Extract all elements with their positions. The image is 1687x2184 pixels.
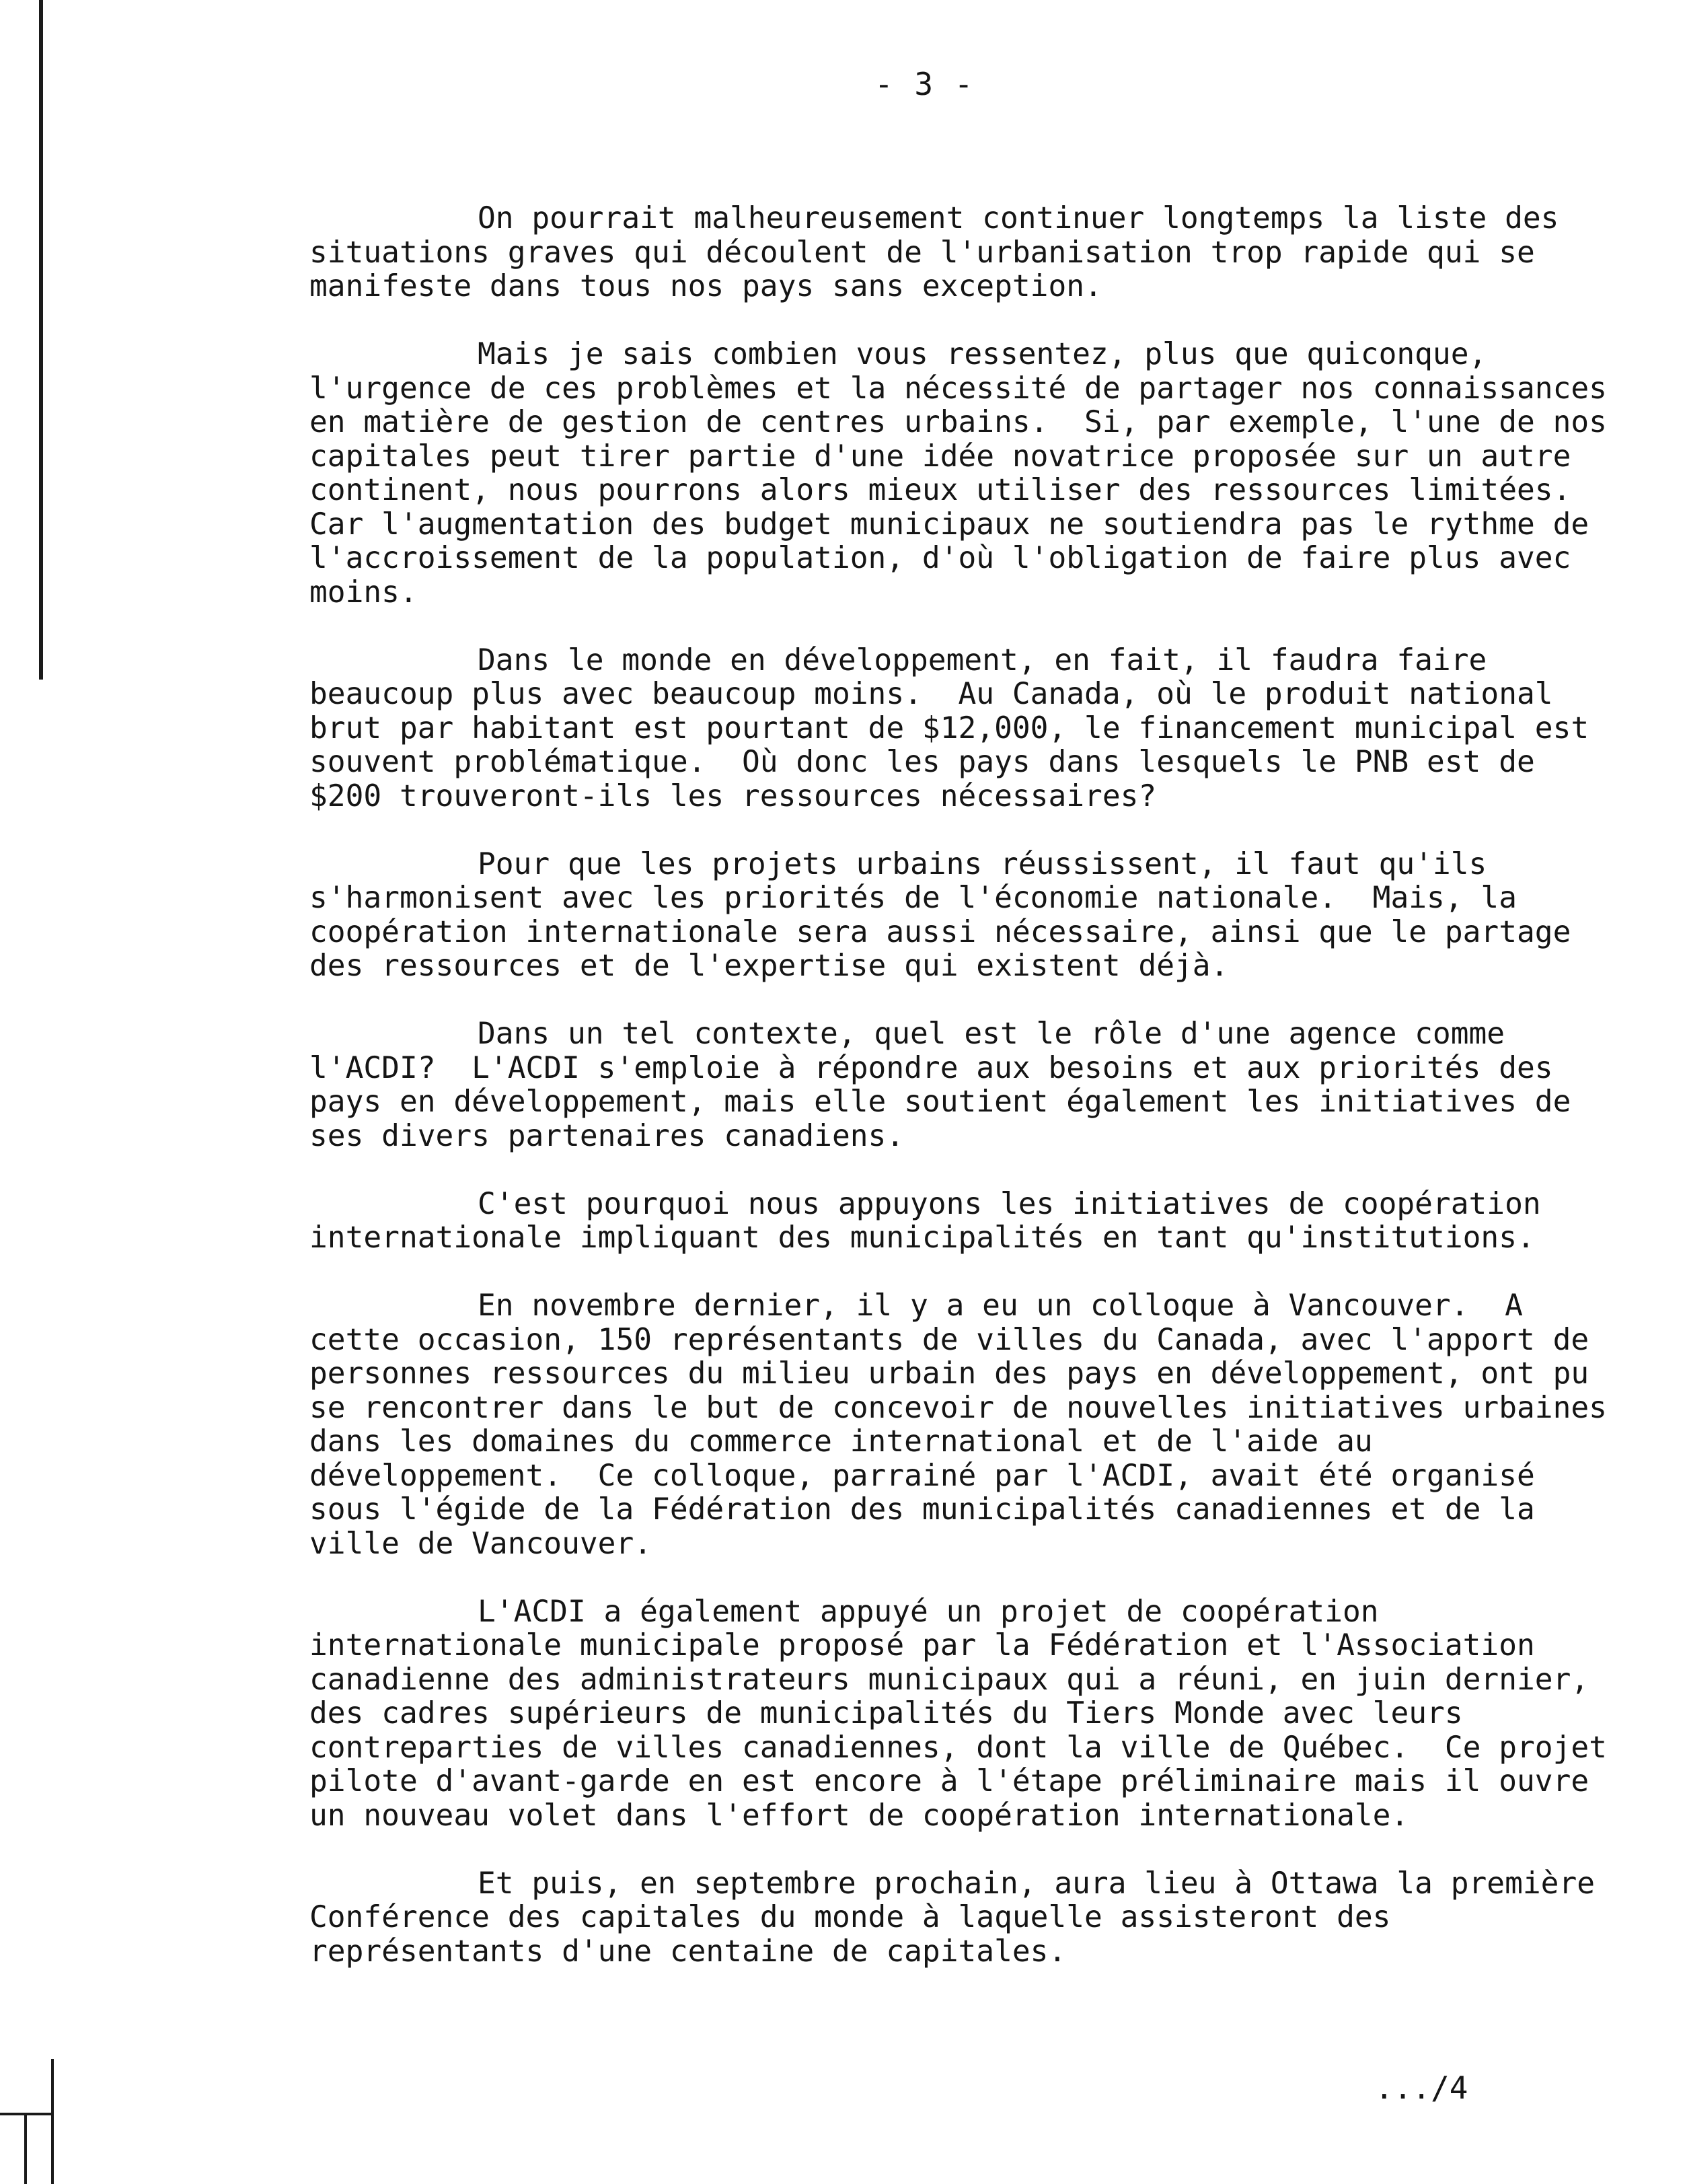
paragraph-line: beaucoup plus avec beaucoup moins. Au Canada, où le produit national [309,677,1553,711]
paragraph-line: situations graves qui découlent de l'urbanisation trop rapide qui se [309,235,1535,270]
paragraph-line: représentants d'une centaine de capitales. [309,1934,1067,1969]
paragraph-line: ses divers partenaires canadiens. [309,1118,905,1153]
paragraph [309,1017,1571,1153]
paragraph-line: développement. Ce colloque, parrainé par l'ACDI, avait été organisé [309,1458,1535,1493]
paragraph-line: des ressources et de l'expertise qui existent déjà. [309,949,1229,983]
paragraph-line: dans les domaines du commerce international et de l'aide au [309,1424,1373,1459]
paragraph-line: ville de Vancouver. [309,1526,652,1561]
paragraph-line: Et puis, en septembre prochain, aura lieu à Ottawa la première [478,1866,1596,1901]
paragraph-line: capitales peut tirer partie d'une idée novatrice proposée sur un autre [309,439,1571,474]
paragraph [309,846,1571,984]
paragraph-line: Conférence des capitales du monde à laquelle assisteront des [309,1900,1391,1934]
paragraph-line: coopération internationale sera aussi nécessaire, ainsi que le partage [309,914,1571,949]
paragraph-line: internationale municipale proposé par la Fédération et l'Association [309,1628,1535,1663]
paragraph-line: en matière de gestion de centres urbains. Si, par exemple, l'une de nos [309,405,1607,439]
paragraph [309,643,1589,814]
paragraph [309,1866,1596,1969]
paragraph-line: moins. [309,575,418,610]
paragraph [309,1594,1607,1833]
paragraph-line: Dans un tel contexte, quel est le rôle d'une agence comme [478,1017,1505,1051]
paragraph-line: Pour que les projets urbains réussissent, il faut qu'ils [478,846,1487,881]
paragraph-line: un nouveau volet dans l'effort de coopération internationale. [309,1798,1409,1833]
paragraph [309,337,1607,610]
paragraph-line: $200 trouveront-ils les ressources nécessaires? [309,778,1157,813]
paragraph-line: l'accroissement de la population, d'où l'obligation de faire plus avec [309,541,1571,575]
binding-mark-vertical [24,2113,27,2184]
paragraph-line: personnes ressources du milieu urbain des pays en développement, ont pu [309,1356,1589,1391]
paragraph-line: internationale impliquant des municipalités en tant qu'institutions. [309,1221,1535,1255]
paragraph-line: Car l'augmentation des budget municipaux ne soutiendra pas le rythme de [309,507,1589,542]
continuation-marker: .../4 [1375,2070,1468,2106]
paragraph-line: C'est pourquoi nous appuyons les initiatives de coopération [478,1186,1541,1221]
paragraph-line: Dans le monde en développement, en fait, il faudra faire [478,643,1487,678]
paragraph-line: s'harmonisent avec les priorités de l'économie nationale. Mais, la [309,881,1517,915]
paragraph-line: En novembre dernier, il y a eu un colloque à Vancouver. A [478,1288,1523,1323]
paragraph-line: continent, nous pourrons alors mieux utiliser des ressources limitées. [309,473,1571,507]
paragraph-line: souvent problématique. Où donc les pays dans lesquels le PNB est de [309,745,1535,779]
paragraph [309,1188,1561,1255]
paragraph [309,202,1561,304]
paragraph-line: contreparties de villes canadiennes, dont la ville de Québec. Ce projet [309,1730,1607,1765]
paragraph-line: cette occasion, 150 représentants de villes du Canada, avec l'apport de [309,1322,1589,1357]
paragraph-line: canadienne des administrateurs municipaux qui a réuni, en juin dernier, [309,1662,1589,1697]
paragraph-line: L'ACDI a également appuyé un projet de coopération [478,1594,1379,1629]
paragraph-line: se rencontrer dans le but de concevoir de nouvelles initiatives urbaines [309,1390,1607,1425]
paragraph-line: manifeste dans tous nos pays sans exception. [309,269,1102,303]
paragraph-line: sous l'égide de la Fédération des municipalités canadiennes et de la [309,1492,1535,1527]
paragraph-line: Mais je sais combien vous ressentez, plus que quiconque, [478,337,1487,371]
paragraph-line: brut par habitant est pourtant de $12,000, le financement municipal est [309,711,1589,745]
binding-mark-horizontal [0,2113,54,2115]
paragraph-line: l'urgence de ces problèmes et la nécessité de partager nos connaissances [309,371,1607,406]
document-body [309,201,1607,2003]
paragraph [309,1288,1607,1561]
paragraph-line: On pourrait malheureusement continuer longtemps la liste des [478,201,1559,235]
left-margin-rule-lower [51,2059,54,2184]
left-margin-rule [39,0,43,680]
paragraph-line: l'ACDI? L'ACDI s'emploie à répondre aux besoins et aux priorités des [309,1050,1553,1085]
paragraph-line: pilote d'avant-garde en est encore à l'étape préliminaire mais il ouvre [309,1764,1589,1798]
paragraph-line: des cadres supérieurs de municipalités du Tiers Monde avec leurs [309,1696,1463,1731]
paragraph-line: pays en développement, mais elle soutient également les initiatives de [309,1085,1571,1119]
page-number: - 3 - [874,66,975,102]
